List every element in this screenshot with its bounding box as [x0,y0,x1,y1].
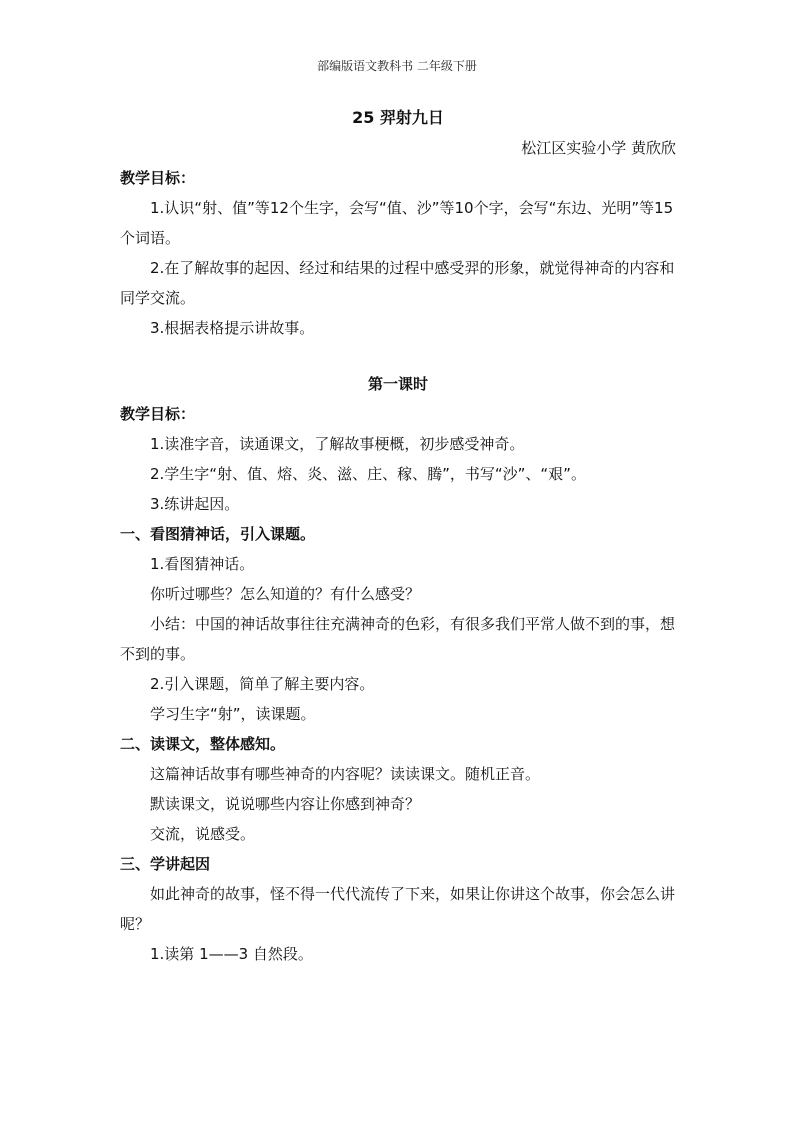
section-paragraph: 2.引入课题，简单了解主要内容。 [150,675,375,693]
goal-item: 1.认识“射、值”等12个生字，会写“值、沙”等10个字，会写“东边、光明”等15个词语。 [120,199,674,247]
section-paragraph: 你听过哪些？怎么知道的？有什么感受？ [150,585,421,603]
page-header: 部编版语文教科书 二年级下册 [317,59,477,73]
period-title: 第一课时 [367,375,428,393]
goals-heading: 教学目标： [120,169,196,187]
goal-item: 2.在了解故事的起因、经过和结果的过程中感受羿的形象，就觉得神奇的内容和同学交流。 [120,259,675,307]
lesson-author: 松江区实验小学 黄欣欣 [521,139,676,157]
section-paragraph: 1.看图猜神话。 [150,555,255,573]
section-spacer [120,343,676,369]
section-heading: 二、读课文，整体感知。 [120,735,286,753]
lesson-title: 25 羿射九日 [352,108,444,127]
section-heading: 一、看图猜神话，引入课题。 [120,525,316,543]
section-paragraph: 1.读第 1——3 自然段。 [150,945,313,963]
goal-item: 3.根据表格提示讲故事。 [150,319,315,337]
section-paragraph: 学习生字“射”，读课题。 [150,705,316,723]
period-goals-heading: 教学目标： [120,405,196,423]
section-paragraph: 如此神奇的故事，怪不得一代代流传了下来，如果让你讲这个故事，你会怎么讲呢？ [120,885,676,933]
section-paragraph: 这篇神话故事有哪些神奇的内容呢？读读课文。随机正音。 [150,765,541,783]
document-body [120,103,676,969]
section-paragraph: 小结：中国的神话故事往往充满神奇的色彩，有很多我们平常人做不到的事，想不到的事。 [120,615,676,663]
section-paragraph: 交流，说感受。 [150,825,256,843]
period-goal-item: 2.学生字“射、值、熔、炎、滋、庄、稼、腾”，书写“沙”、“艰”。 [150,465,586,483]
period-goal-item: 3.练讲起因。 [150,495,240,513]
section-paragraph: 默读课文，说说哪些内容让你感到神奇？ [150,795,421,813]
section-heading: 三、学讲起因 [120,855,211,873]
period-goal-item: 1.读准字音，读通课文，了解故事梗概，初步感受神奇。 [150,435,525,453]
